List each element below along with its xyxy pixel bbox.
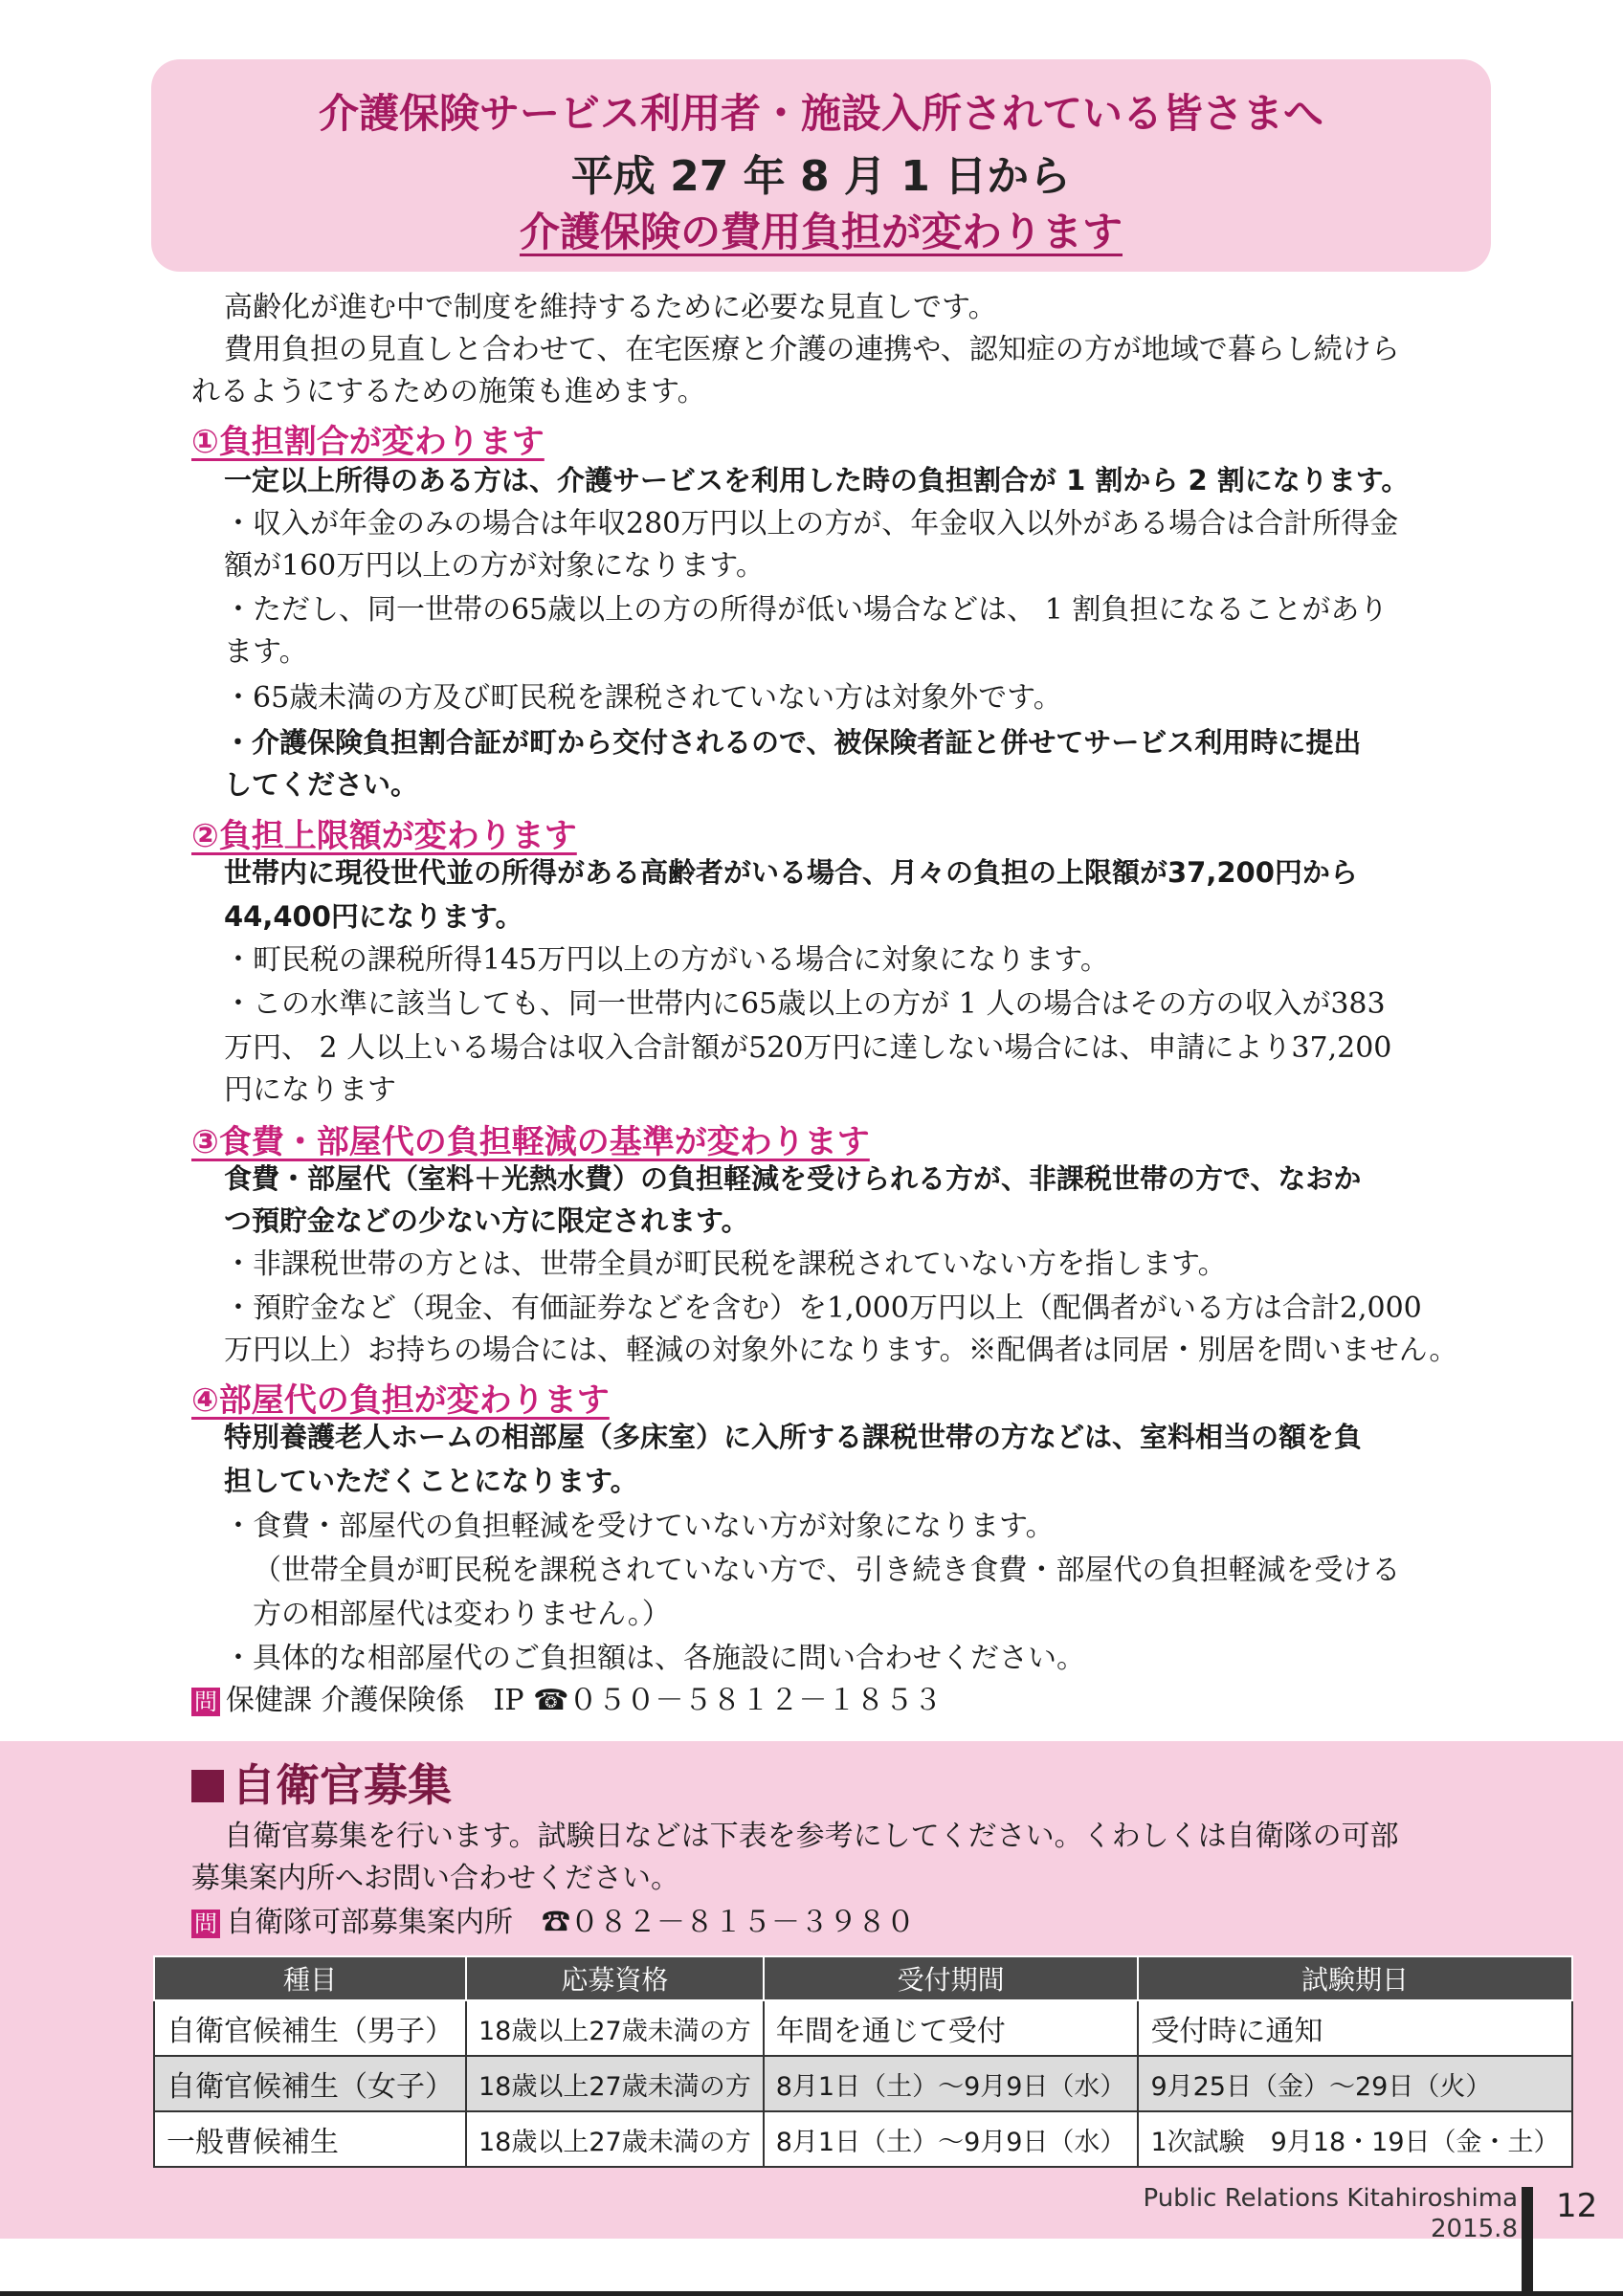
- recruitment-title-text: 自衛官募集: [232, 1759, 452, 1811]
- table-header-cell: 応募資格: [466, 1956, 764, 2000]
- table-row: [154, 2111, 1572, 2167]
- section-3-title: ③食費・部屋代の負担軽減の基準が変わります: [191, 1123, 870, 1161]
- section-4-line: ・食費・部屋代の負担軽減を受けていない方が対象になります。: [224, 1510, 1055, 1543]
- table-cell: 8月1日（土）～9月9日（水）: [764, 2111, 1139, 2167]
- section-2-line: ・この水準に該当しても、同一世帯内に65歳以上の方が 1 人の場合はその方の収入が383: [224, 987, 1386, 1021]
- intro-line: 費用負担の見直しと合わせて、在宅医療と介護の連携や、認知症の方が地域で暮らし続けら: [224, 333, 1400, 366]
- section-1-line-bold: してください。: [224, 768, 419, 801]
- intro-line: 高齢化が進む中で制度を維持するために必要な見直しです。: [224, 291, 997, 324]
- section-4-lead: 担していただくことになります。: [224, 1465, 638, 1497]
- intro-line: れるようにするための施策も進めます。: [191, 375, 706, 408]
- table-cell: 8月1日（土）～9月9日（水）: [764, 2056, 1139, 2111]
- footer-divider-bar: [1522, 2187, 1533, 2296]
- table-cell: 18歳以上27歳未満の方: [466, 2056, 764, 2111]
- table-cell: 年間を通じて受付: [764, 2000, 1139, 2056]
- table-header-row: [154, 1956, 1572, 2000]
- section-2-line: 万円、 2 人以上いる場合は収入合計額が520万円に達しない場合には、申請により37,200: [224, 1031, 1392, 1065]
- section-3-line: ・非課税世帯の方とは、世帯全員が町民税を課税されていない方を指します。: [224, 1247, 1227, 1281]
- section-1-line: 額が160万円以上の方が対象になります。: [224, 549, 765, 583]
- inquiry-icon: 問: [191, 1910, 220, 1938]
- section-1-line: ます。: [224, 635, 308, 669]
- footer-publication: [1143, 2183, 1518, 2244]
- recruitment-table: [153, 1955, 1573, 2168]
- section-4-lead: 特別養護老人ホームの相部屋（多床室）に入所する課税世帯の方などは、室料相当の額を負: [224, 1421, 1363, 1453]
- section-2-line: 円になります: [224, 1073, 396, 1107]
- contact-recruitment-text: 自衛隊可部募集案内所 ☎０８２－８１５－３９８０: [226, 1906, 915, 1939]
- table-header-cell: 種目: [154, 1956, 466, 2000]
- inquiry-icon: 問: [191, 1688, 220, 1716]
- table-cell: 自衛官候補生（女子）: [154, 2056, 466, 2111]
- header-title-line1: 介護保険サービス利用者・施設入所されている皆さまへ: [318, 90, 1323, 137]
- section-3-line: 万円以上）お持ちの場合には、軽減の対象外になります。※配偶者は同居・別居を問いません。: [224, 1334, 1458, 1367]
- section-4-title: ④部屋代の負担が変わります: [191, 1381, 610, 1420]
- table-cell: 受付時に通知: [1138, 2000, 1571, 2056]
- recruitment-paragraph: 自衛官募集を行います。試験日などは下表を参考にしてください。くわしくは自衛隊の可部: [224, 1820, 1399, 1853]
- contact-recruitment-office: [191, 1904, 915, 1942]
- page-number: 12: [1556, 2187, 1598, 2225]
- footer-issue-date: 2015.8: [1431, 2215, 1518, 2243]
- section-3-line: ・預貯金など（現金、有価証券などを含む）を1,000万円以上（配偶者がいる方は合計2,000: [224, 1292, 1422, 1325]
- section-4-line: 方の相部屋代は変わりません。）: [253, 1598, 671, 1631]
- section-1-line: ・収入が年金のみの場合は年収280万円以上の方が、年金収入以外がある場合は合計所得金: [224, 507, 1399, 541]
- section-1-line: ・ただし、同一世帯の65歳以上の方の所得が低い場合などは、 1 割負担になることがあり: [224, 593, 1389, 627]
- section-2-lead: 44,400円になります。: [224, 900, 523, 933]
- table-cell: 9月25日（金）～29日（火）: [1138, 2056, 1571, 2111]
- section-3-lead: つ預貯金などの少ない方に限定されます。: [224, 1204, 749, 1237]
- section-2-title: ②負担上限額が変わります: [191, 817, 577, 855]
- footer-brand-name: Public Relations Kitahiroshima: [1143, 2184, 1518, 2213]
- table-cell: 18歳以上27歳未満の方: [466, 2111, 764, 2167]
- contact-health-text: 保健課 介護保険係 IP ☎０５０－５８１２－１８５３: [226, 1684, 943, 1717]
- section-1-line-bold: ・介護保険負担割合証が町から交付されるので、被保険者証と併せてサービス利用時に提出: [224, 726, 1362, 759]
- header-title-date: 平成 27 年 8 月 1 日から: [570, 152, 1072, 201]
- recruitment-paragraph: 募集案内所へお問い合わせください。: [191, 1862, 679, 1895]
- section-1-title: ①負担割合が変わります: [191, 423, 545, 461]
- bottom-rule: [0, 2291, 1623, 2296]
- section-3-lead: 食費・部屋代（室料＋光熱水費）の負担軽減を受けられる方が、非課税世帯の方で、なおか: [224, 1162, 1362, 1195]
- table-cell: 自衛官候補生（男子）: [154, 2000, 466, 2056]
- section-1-lead: 一定以上所得のある方は、介護サービスを利用した時の負担割合が 1 割から 2 割になります。: [224, 464, 1410, 497]
- section-4-line: （世帯全員が町民税を課税されていない方で、引き続き食費・部屋代の負担軽減を受ける: [253, 1554, 1401, 1587]
- table-cell: 1次試験 9月18・19日（金・土）: [1138, 2111, 1571, 2167]
- table-row: [154, 2056, 1572, 2111]
- section-2-line: ・町民税の課税所得145万円以上の方がいる場合に対象になります。: [224, 943, 1109, 977]
- table-cell: 18歳以上27歳未満の方: [466, 2000, 764, 2056]
- contact-health-division: [191, 1682, 942, 1720]
- section-1-line: ・65歳未満の方及び町民税を課税されていない方は対象外です。: [224, 681, 1062, 715]
- header-title-underlined: 介護保険の費用負担が変わります: [519, 209, 1123, 255]
- square-bullet-icon: [191, 1770, 224, 1802]
- article-header-box: [151, 59, 1491, 272]
- table-header-cell: 試験期日: [1138, 1956, 1571, 2000]
- section-4-line: ・具体的な相部屋代のご負担額は、各施設に問い合わせください。: [224, 1642, 1085, 1675]
- table-cell: 一般曹候補生: [154, 2111, 466, 2167]
- recruitment-title: [191, 1751, 452, 1814]
- table-row: [154, 2000, 1572, 2056]
- section-2-lead: 世帯内に現役世代並の所得がある高齢者がいる場合、月々の負担の上限額が37,200円から: [224, 856, 1358, 889]
- header-title-line3: [151, 201, 1491, 258]
- table-header-cell: 受付期間: [764, 1956, 1139, 2000]
